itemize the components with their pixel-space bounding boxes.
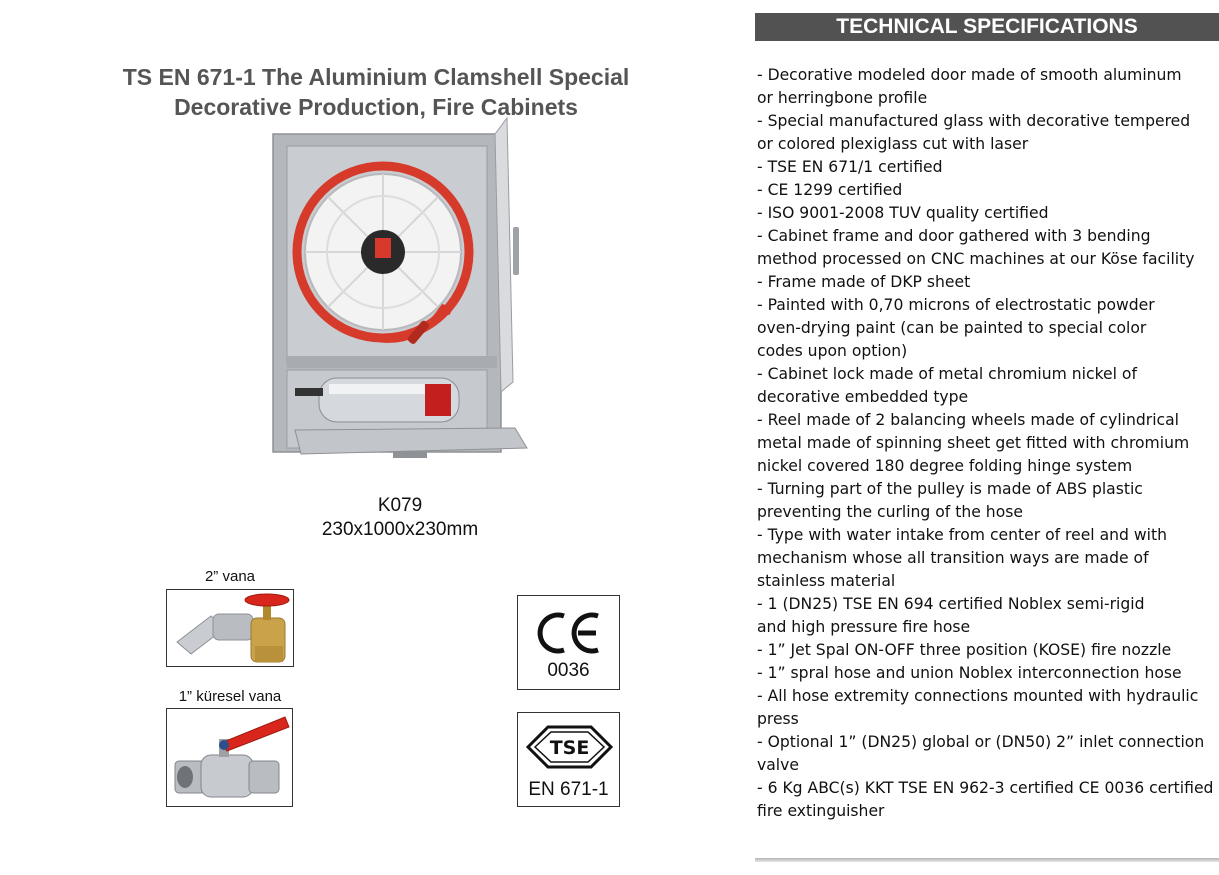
spec-heading: TECHNICAL SPECIFICATIONS	[755, 13, 1219, 41]
svg-text:TSE: TSE	[549, 737, 590, 759]
spec-line: decorative embedded type	[757, 388, 969, 406]
ball-valve-image	[166, 708, 293, 807]
spec-line: preventing the curling of the hose	[757, 503, 1023, 521]
spec-line: method processed on CNC machines at our Köse facility	[757, 250, 1195, 268]
title-line-1: TS EN 671-1 The Aluminium Clamshell Special	[122, 64, 630, 90]
gate-valve-icon	[167, 590, 294, 667]
product-dimensions: 230x1000x230mm	[321, 519, 479, 540]
spec-line: - Cabinet lock made of metal chromium nickel of	[757, 365, 1137, 383]
spec-line: - Decorative modeled door made of smooth aluminum	[757, 66, 1182, 84]
ball-valve-icon	[167, 709, 293, 807]
spec-line: press	[757, 710, 799, 728]
spec-line: - Painted with 0,70 microns of electrostatic powder	[757, 296, 1155, 314]
spec-list	[757, 64, 1217, 823]
spec-line: stainless material	[757, 572, 896, 590]
product-code: K079	[377, 495, 423, 516]
spec-line: mechanism whose all transition ways are made of	[757, 549, 1149, 567]
spec-line: - 1” spral hose and union Noblex interconnection hose	[757, 664, 1182, 682]
spec-line: metal made of spinning sheet get fitted with chromium	[757, 434, 1190, 452]
title-line-2: Decorative Production, Fire Cabinets	[174, 94, 578, 120]
product-info	[290, 494, 510, 542]
spec-line: - 1 (DN25) TSE EN 694 certified Noblex semi-rigid	[757, 595, 1145, 613]
fire-cabinet-image	[265, 112, 540, 467]
gate-valve-image	[166, 589, 294, 667]
spec-line: codes upon option)	[757, 342, 908, 360]
spec-line: - 6 Kg ABC(s) KKT TSE EN 962-3 certified CE 0036 certified	[757, 779, 1214, 797]
part-label-ball-valve: 1” küresel vana	[178, 688, 282, 705]
spec-line: - ISO 9001-2008 TUV quality certified	[757, 204, 1049, 222]
spec-line: - Type with water intake from center of reel and with	[757, 526, 1167, 544]
spec-line: - Cabinet frame and door gathered with 3 bending	[757, 227, 1151, 245]
spec-line: - 1” Jet Spal ON-OFF three position (KOSE) fire nozzle	[757, 641, 1172, 659]
spec-line: valve	[757, 756, 799, 774]
spec-line: - Reel made of 2 balancing wheels made of cylindrical	[757, 411, 1179, 429]
bottom-divider	[755, 858, 1219, 862]
spec-line: - TSE EN 671/1 certified	[757, 158, 943, 176]
spec-line: - Turning part of the pulley is made of ABS plastic	[757, 480, 1143, 498]
part-label-gate-valve: 2” vana	[204, 568, 256, 585]
spec-line: - Frame made of DKP sheet	[757, 273, 971, 291]
spec-line: or colored plexiglass cut with laser	[757, 135, 1029, 153]
spec-line: oven-drying paint (can be painted to special color	[757, 319, 1147, 337]
tse-mark-icon	[518, 717, 621, 777]
spec-line: - Special manufactured glass with decorative tempered	[757, 112, 1191, 130]
tse-certification-badge	[517, 712, 620, 807]
spec-line: fire extinguisher	[757, 802, 885, 820]
ce-certification-badge	[517, 595, 620, 690]
spec-line: nickel covered 180 degree folding hinge system	[757, 457, 1133, 475]
spec-line: or herringbone profile	[757, 89, 928, 107]
spec-line: - CE 1299 certified	[757, 181, 903, 199]
spec-line: and high pressure fire hose	[757, 618, 971, 636]
ce-mark-icon	[518, 602, 621, 662]
ce-cert-number: 0036	[547, 660, 590, 681]
tse-cert-number: EN 671-1	[528, 779, 609, 800]
spec-line: - All hose extremity connections mounted with hydraulic	[757, 687, 1199, 705]
spec-line: - Optional 1” (DN25) global or (DN50) 2” inlet connection	[757, 733, 1205, 751]
